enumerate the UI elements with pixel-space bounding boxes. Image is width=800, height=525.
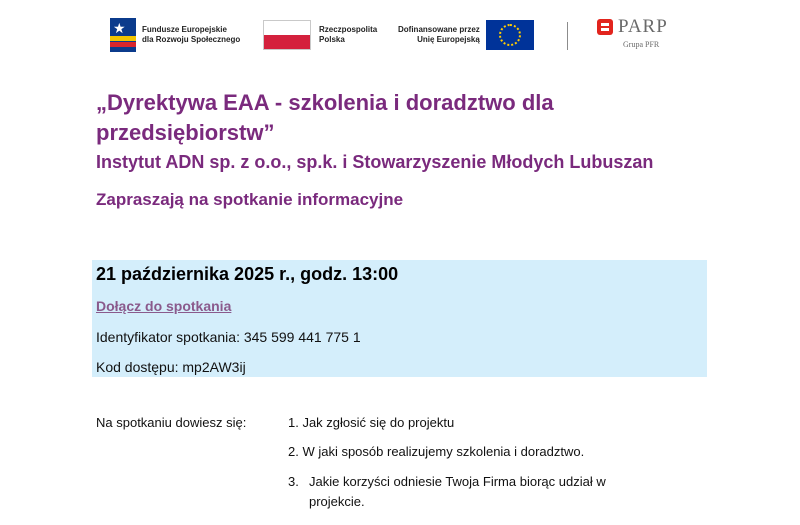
parp-logo <box>597 16 668 49</box>
parp-name: PARP <box>618 16 668 37</box>
rp-logo-line1: Rzeczpospolita <box>319 25 378 34</box>
ue-logo-line1: Dofinansowane przez <box>398 25 480 34</box>
logo-bar <box>0 14 800 56</box>
page-title: „Dyrektywa EAA - szkolenia i doradztwo dla przedsiębiorstw” <box>96 90 554 145</box>
fe-logo-line1: Fundusze Europejskie <box>142 25 227 34</box>
parp-subtitle: Grupa PFR <box>623 40 660 49</box>
meeting-id: Identyfikator spotkania: 345 599 441 775 1 <box>96 329 361 345</box>
agenda-item-2: 2. W jaki sposób realizujemy szkolenia i doradztwo. <box>288 444 585 459</box>
fe-logo-line2: dla Rozwoju Społecznego <box>142 35 241 44</box>
rp-logo-line2: Polska <box>319 35 345 44</box>
eu-funding-logo <box>398 14 534 56</box>
invite-text: Zapraszają na spotkanie informacyjne <box>96 190 404 209</box>
organizers: Instytut ADN sp. z o.o., sp.k. i Stowarzyszenie Młodych Lubuszan <box>96 152 654 172</box>
meeting-date: 21 października 2025 r., godz. 13:00 <box>96 264 399 284</box>
meeting-info-box <box>92 260 707 377</box>
logo-divider <box>567 22 568 50</box>
rzeczpospolita-logo <box>263 14 377 56</box>
fe-flag-icon: ★ <box>110 18 136 52</box>
agenda-item-1: 1. Jak zgłosić się do projektu <box>288 415 455 430</box>
meeting-passcode: Kod dostępu: mp2AW3ij <box>96 359 246 375</box>
agenda-label: Na spotkaniu dowiesz się: <box>96 415 247 430</box>
agenda-item-3-text: Jakie korzyści odniesie Twoja Firma biorąc udział w projekcie. <box>309 474 606 509</box>
agenda-item-3-number: 3. <box>288 474 299 489</box>
polish-flag-icon <box>263 20 311 50</box>
parp-mark-icon <box>597 19 613 35</box>
fundusze-europejskie-logo <box>110 14 240 56</box>
join-meeting-link[interactable]: Dołącz do spotkania <box>96 298 232 314</box>
eu-flag-icon <box>486 20 534 50</box>
ue-logo-line2: Unię Europejską <box>417 35 480 44</box>
